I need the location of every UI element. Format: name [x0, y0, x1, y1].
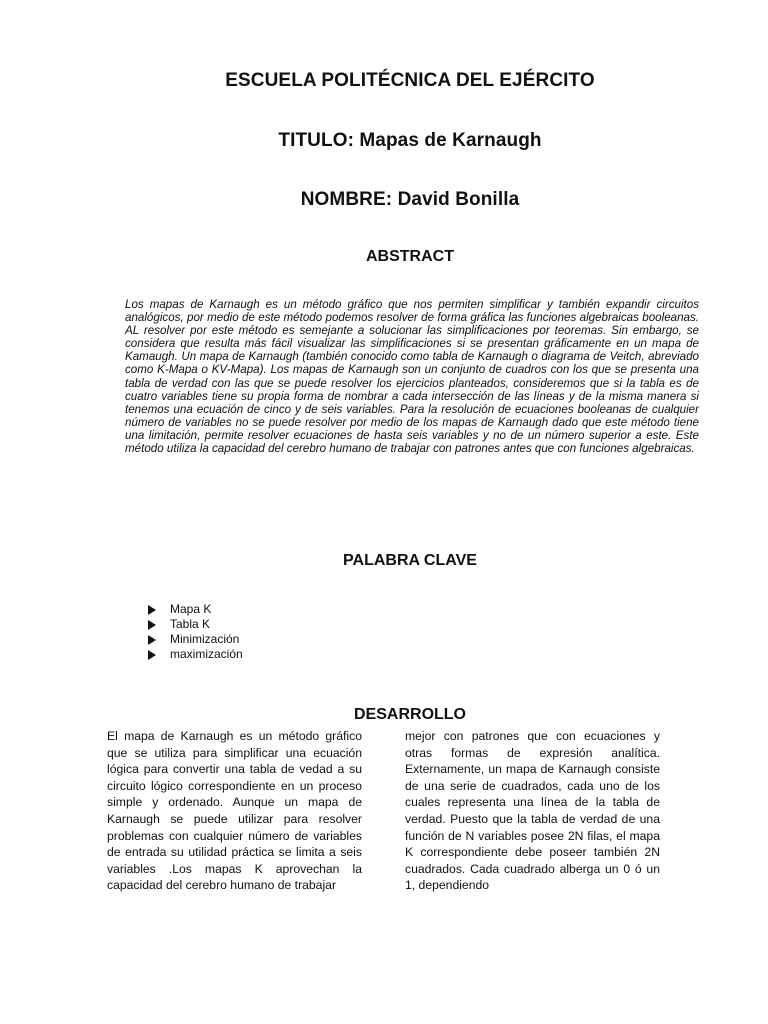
keyword-label: maximización	[170, 647, 243, 661]
list-item	[148, 617, 243, 632]
arrow-bullet-icon	[148, 620, 156, 630]
abstract-text: Los mapas de Karnaugh es un método gráfico que nos permiten simplificar y también expandir circuitos analógicos, por medio de este método podemos resolver de forma gráfica las funciones algebraicas booleanas. AL resolver por este método es semejante a solucionar las simplificaciones por teoremas. Sin embargo, se considera que resulta más fácil visualizar las simplificaciones si se presentan gráficamente en un mapa de Kamaugh. Un mapa de Karnaugh (también conocido como tabla de Karnaugh o diagrama de Veitch, abreviado como K-Mapa o KV-Mapa). Los mapas de Karnaugh son un conjunto de cuadros con los que se presenta una tabla de verdad con las que se puede resolver los ejercicios planteados, consideremos que si la tabla es de cuatro variables tiene su propia forma de nombrar a cada intersección de las líneas y de la misma manera si tenemos una ecuación de cinco y de seis variables. Para la resolución de ecuaciones booleanas de cualquier número de variables no se puede resolver por medio de los mapas de Karnaugh dado que este método tiene una limitación, permite resolver ecuaciones de hasta seis variables y no de un número superior a este. Este método utiliza la capacidad del cerebro humano de trabajar con patrones antes que con funciones algebraicas.	[125, 298, 699, 456]
arrow-bullet-icon	[148, 635, 156, 645]
keyword-label: Tabla K	[170, 617, 211, 631]
arrow-bullet-icon	[148, 650, 156, 660]
development-heading: DESARROLLO	[354, 706, 466, 723]
keywords-list	[148, 602, 243, 662]
development-column-right: mejor con patrones que con ecuaciones y otras formas de expresión analítica. Externamente, un mapa de Karnaugh consiste de una serie de cuadrados, cada uno de los cuales representa una línea de la tabla de verdad. Puesto que la tabla de verdad de una función de N variables posee 2N filas, el mapa K correspondiente debe poseer también 2N cuadrados. Cada cuadrado alberga un 0 ó un 1, dependiendo	[405, 729, 660, 893]
list-item	[148, 647, 243, 662]
school-heading: ESCUELA POLITÉCNICA DEL EJÉRCITO	[225, 70, 595, 91]
abstract-heading: ABSTRACT	[366, 248, 454, 265]
development-column-left: El mapa de Karnaugh es un método gráfico que se utiliza para simplificar una ecuación lógica para convertir una tabla de vedad a su circuito lógico correspondiente en un proceso simple y ordenado. Aunque un mapa de Karnaugh se puede utilizar para resolver problemas con cualquier número de variables de entrada su utilidad práctica se limita a seis variables .Los mapas K aprovechan la capacidad del cerebro humano de trabajar	[107, 729, 362, 893]
title-heading: TITULO: Mapas de Karnaugh	[278, 130, 542, 151]
list-item	[148, 602, 243, 617]
list-item	[148, 632, 243, 647]
keywords-heading: PALABRA CLAVE	[343, 552, 477, 569]
author-heading: NOMBRE: David Bonilla	[300, 189, 520, 210]
keyword-label: Minimización	[170, 632, 240, 646]
keyword-label: Mapa K	[170, 602, 212, 616]
arrow-bullet-icon	[148, 605, 156, 615]
